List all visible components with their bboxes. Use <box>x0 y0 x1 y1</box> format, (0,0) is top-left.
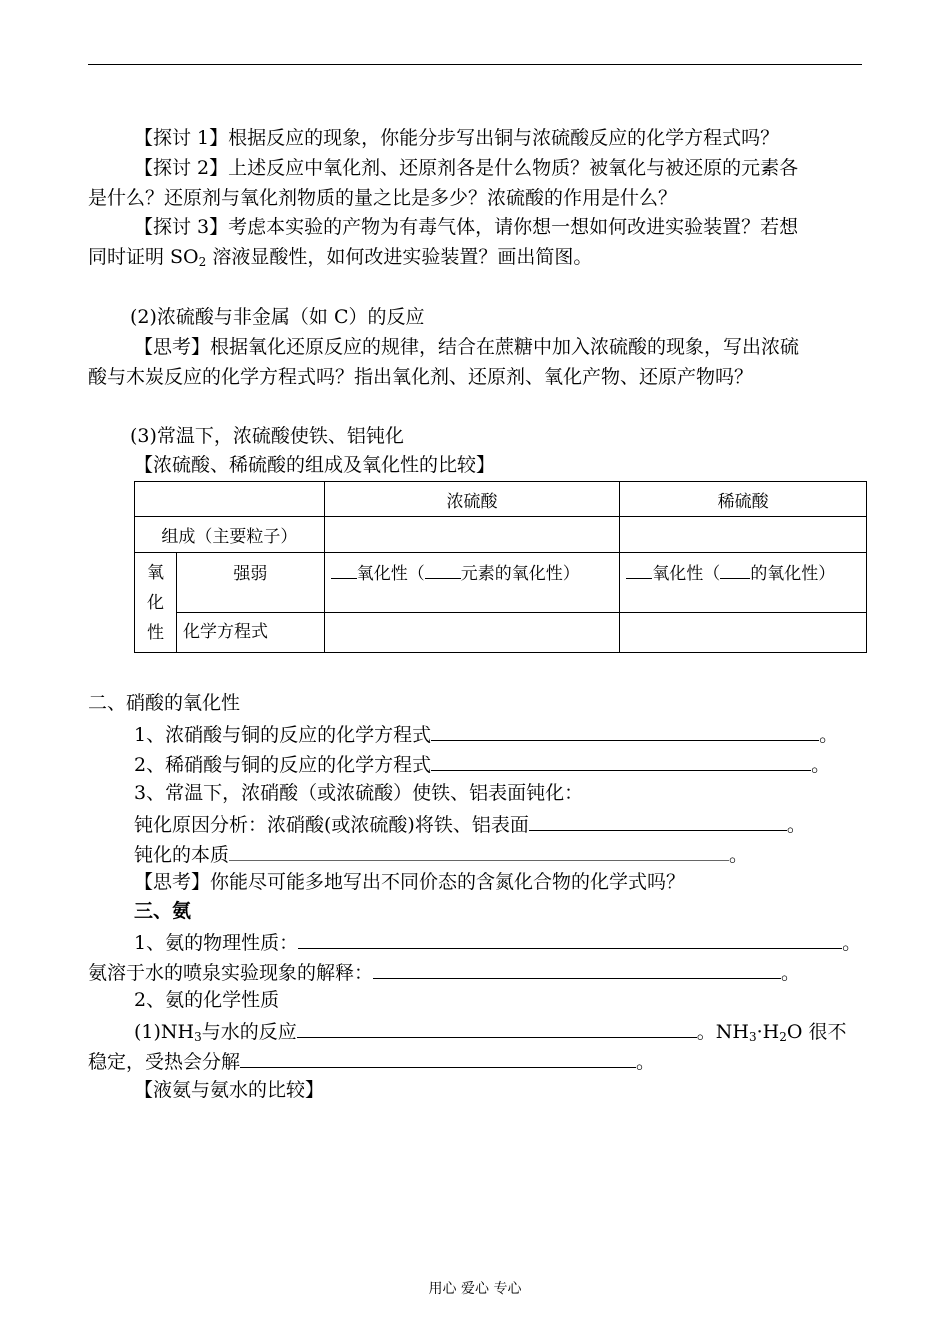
table-row-strength <box>135 553 867 613</box>
cell-dilute-equation <box>620 613 867 653</box>
label-composition: 组成（主要粒子） <box>135 517 325 553</box>
ammonia-chemical: 2、氨的化学性质 <box>134 989 280 1011</box>
ammonia-physical: 1、氨的物理性质： 。 <box>88 926 914 958</box>
nitric-think: 【思考】你能尽可能多地写出不同价态的含氮化合物的化学式吗？ <box>134 871 686 893</box>
ammonia-decompose: 稳定，受热会分解 。 <box>88 1045 868 1077</box>
section-2-think-line2: 酸与木炭反应的化学方程式吗？指出氧化剂、还原剂、氧化产物、还原产物吗？ <box>88 366 754 388</box>
nitric-item-3: 3、常温下，浓硝酸（或浓硫酸）使铁、铝表面钝化： <box>134 782 584 804</box>
cell-conc-composition <box>324 517 620 553</box>
comparison-table <box>134 481 867 653</box>
label-strength: 强弱 <box>176 553 324 613</box>
section-2-think-line1: 【思考】根据氧化还原反应的规律，结合在蔗糖中加入浓硫酸的现象，写出浓硫 <box>134 336 800 358</box>
cell-conc-equation <box>324 613 620 653</box>
ammonia-compare-title: 【液氨与氨水的比较】 <box>134 1079 325 1101</box>
cell-conc-strength: 氧化性（ 元素的氧化性） <box>324 553 620 613</box>
table-corner-cell <box>135 482 325 517</box>
discussion-3-line2: 同时证明 $SO_2$ 溶液显酸性，如何改进实验装置？画出简图。 <box>88 246 593 269</box>
table-row-composition <box>135 517 867 553</box>
section-2-heading: (2)浓硫酸与非金属（如 C）的反应 <box>130 306 425 328</box>
section-3-heading: (3)常温下，浓硫酸使铁、铝钝化 <box>130 425 404 447</box>
nitric-item-2: 2、稀硝酸与铜的反应的化学方程式 。 <box>88 748 914 780</box>
ammonia-fountain: 氨溶于水的喷泉实验现象的解释： 。 <box>88 956 868 988</box>
page-footer: 用心 爱心 专心 <box>428 1281 522 1297</box>
table-row-equation <box>135 613 867 653</box>
nitric-essence: 钝化的本质 。 <box>88 838 914 870</box>
discussion-1: 【探讨 1】根据反应的现象，你能分步写出铜与浓硫酸反应的化学方程式吗？ <box>134 127 780 149</box>
ammonia-water-reaction: $(1)NH_3$与水的反应 。$NH_3\cdot H_2O$ 很不 <box>88 1015 914 1052</box>
nitric-analysis: 钝化原因分析：浓硝酸(或浓硫酸)将铁、铝表面 。 <box>88 808 914 840</box>
header-conc: 浓硫酸 <box>324 482 620 517</box>
label-oxidizing-group: 氧 化 性 <box>135 553 177 653</box>
table-title: 【浓硫酸、稀硫酸的组成及氧化性的比较】 <box>134 454 496 476</box>
discussion-3-line1: 【探讨 3】考虑本实验的产物为有毒气体，请你想一想如何改进实验装置？若想 <box>134 216 799 238</box>
discussion-2-line2: 是什么？还原剂与氧化剂物质的量之比是多少？浓硫酸的作用是什么？ <box>88 187 678 209</box>
cell-dilute-composition <box>620 517 867 553</box>
discussion-2-line1: 【探讨 2】上述反应中氧化剂、还原剂各是什么物质？被氧化与被还原的元素各 <box>134 157 799 179</box>
table-header-row <box>135 482 867 517</box>
header-rule <box>88 64 862 65</box>
header-dilute: 稀硫酸 <box>620 482 867 517</box>
cell-dilute-strength: 氧化性（ 的氧化性） <box>620 553 867 613</box>
label-equation: 化学方程式 <box>176 613 324 653</box>
ammonia-heading: 三、氨 <box>134 900 192 922</box>
nitric-heading: 二、硝酸的氧化性 <box>88 692 241 714</box>
nitric-item-1: 1、浓硝酸与铜的反应的化学方程式 。 <box>88 718 914 750</box>
